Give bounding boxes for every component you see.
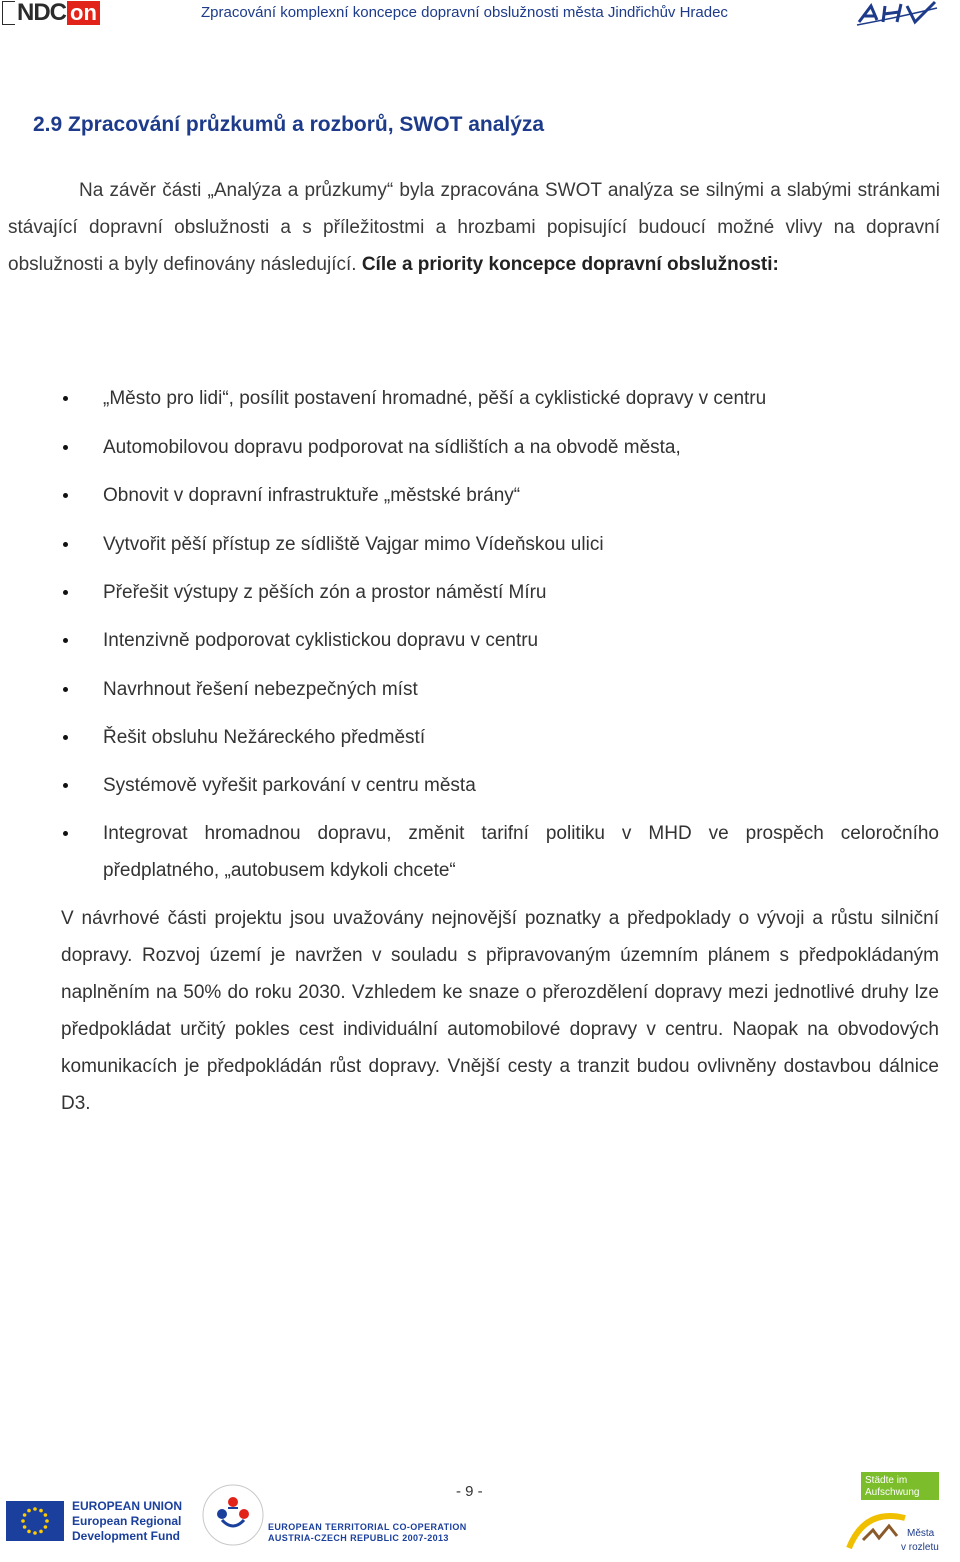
cooperation-seal-logo [198,1480,268,1550]
intro-bold-label: Cíle a priority koncepce dopravní obslužnosti: [361,254,779,275]
page-header [0,0,960,30]
bullet-icon [63,590,68,595]
goal-item: Automobilovou dopravu podporovat na sídlištích a na obvodě města, [103,429,939,466]
bullet-icon [63,638,68,643]
bullet-icon [63,445,68,450]
goal-item: Intenzivně podporovat cyklistickou dopravu v centru [103,622,939,659]
eu-flag-icon [6,1501,64,1541]
etc-label: EUROPEAN TERRITORIAL CO-OPERATION AUSTRIA-CZECH REPUBLIC 2007-2013 [268,1522,467,1543]
bullet-icon [63,831,68,836]
goal-item: „Město pro lidi“, posílit postavení hromadné, pěší a cyklistické dopravy v centru [103,380,939,417]
page-number: - 9 - [456,1483,483,1500]
document-title: Zpracování komplexní koncepce dopravní obslužnosti města Jindřichův Hradec [201,4,728,21]
eu-fund-label: EUROPEAN UNION European Regional Development Fund [72,1499,183,1543]
ndcon-logo-suffix: on [67,1,100,25]
goal-item: Přeřešit výstupy z pěších zón a prostor náměstí Míru [103,574,939,611]
section-heading: 2.9 Zpracování průzkumů a rozborů, SWOT analýza [33,113,545,136]
goal-item: Obnovit v dopravní infrastruktuře „městské brány“ [103,477,939,514]
staedte-im-aufschwung-logo [845,1468,941,1558]
bullet-icon [63,783,68,788]
bullet-icon [63,396,68,401]
bullet-icon [63,687,68,692]
ndcon-logo [2,0,100,26]
bullet-icon [63,542,68,547]
sar-line-2: Aufschwung [865,1487,920,1498]
bullet-icon [63,493,68,498]
goal-item: Integrovat hromadnou dopravu, změnit tarifní politiku v MHD ve prospěch celoročního předplatného, „autobusem kdykoli chcete“ [103,815,939,889]
ndcon-logo-mark [2,1,15,25]
ndcon-logo-text: NDC [17,0,66,26]
goal-item: Vytvořit pěší přístup ze sídliště Vajgar mimo Vídeňskou ulici [103,526,939,563]
closing-paragraph: V návrhové části projektu jsou uvažovány nejnovější poznatky a předpoklady o vývoji a růstu silniční dopravy. Rozvoj území je navržen v souladu s připravovaným územním plánem s předpokládaným naplněním na 50% do roku 2030. Vzhledem ke snaze o přerozdělení dopravy mezi jednotlivé druhy lze předpokládat určitý pokles cest individuální automobilové dopravy v centru. Naopak na obvodových komunikacích je předpokládán růst dopravy. Vnější cesty a tranzit budou ovlivněny dostavbou dálnice D3. [61,908,939,1114]
goal-item: Navrhnout řešení nebezpečných míst [103,671,939,708]
goal-item: Řešit obsluhu Nežáreckého předměstí [103,719,939,756]
sar-line-1: Städte im [865,1475,908,1486]
sar-line-4: v rozletu [901,1542,939,1553]
bullet-icon [63,735,68,740]
ahv-logo [855,0,939,28]
intro-paragraph [8,172,940,283]
sar-line-3: Města [907,1528,935,1539]
intro-text: Na závěr části „Analýza a průzkumy“ byla zpracována SWOT analýza se silnými a slabými stránkami stávající dopravní obslužnosti a s příležitostmi a hrozbami popisující budoucí možné vlivy na dopravní obslužnosti a byly definovány následující. [8,180,940,275]
goal-item: Systémově vyřešit parkování v centru města [103,767,939,804]
